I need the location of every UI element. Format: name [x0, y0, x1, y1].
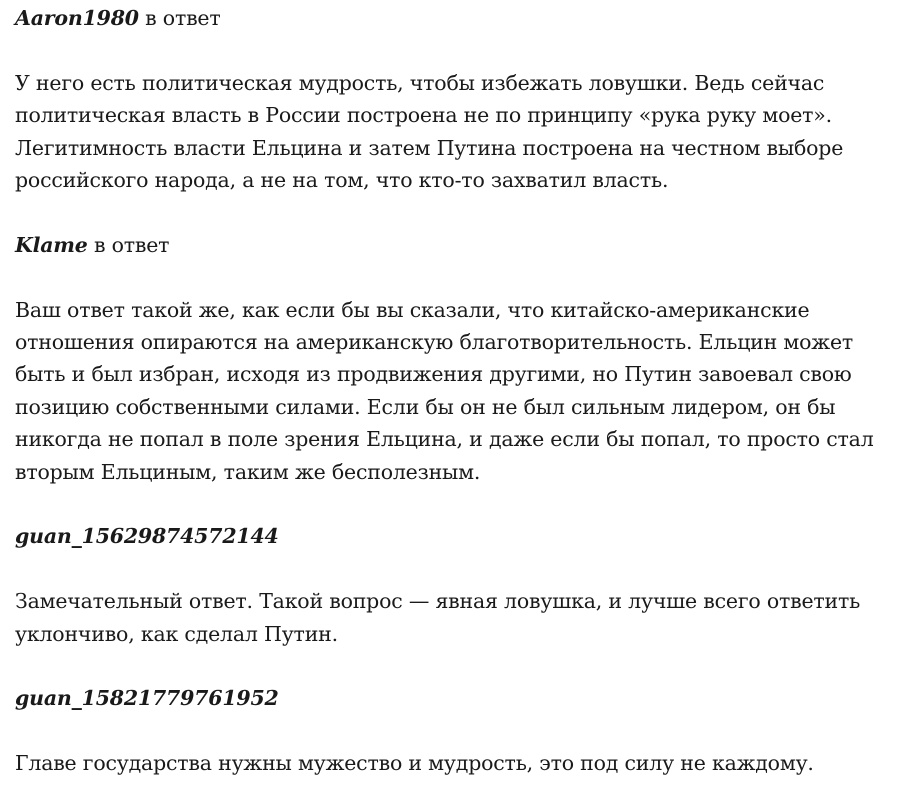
comment-header [15, 520, 905, 552]
reply-label: в ответ [87, 232, 170, 257]
comment-text: Замечательный ответ. Такой вопрос — явная ловушка, и лучше всего ответить уклончиво, как сделал Путин. [15, 589, 861, 646]
comment [15, 520, 905, 650]
comment-text: У него есть политическая мудрость, чтобы избежать ловушки. Ведь сейчас политическая власть в России построена не по принципу «рука руку моет». Легитимность власти Ельцина и затем Путина построена на честном выборе российского народа, а не на том, что кто-то захватил власть. [15, 70, 844, 192]
comment-author[interactable]: Klame [15, 232, 88, 257]
comment [15, 2, 905, 196]
comment-author[interactable]: Aaron1980 [15, 6, 139, 30]
comment-header [15, 682, 905, 714]
comment-text: Главе государства нужны мужество и мудрость, это под силу не каждому. [15, 751, 814, 776]
comment-author[interactable]: guan_15629874572144 [15, 524, 279, 549]
comment-header [15, 229, 905, 261]
comments-thread [15, 2, 905, 812]
comment [15, 682, 905, 779]
comment-text: Ваш ответ такой же, как если бы вы сказали, что китайско-американские отношения опираются на американскую благотворительность. Ельцин может быть и был избран, исходя из продвижения другими, но Путин завоевал свою позицию собственными силами. Если бы он не был сильным лидером, он бы никогда не попал в поле зрения Ельцина, и даже если бы попал, то просто стал вторым Ельциным, таким же бесполезным. [15, 297, 874, 484]
comment-header [15, 2, 905, 34]
comment-author[interactable]: guan_15821779761952 [15, 686, 279, 711]
comment [15, 229, 905, 488]
reply-label: в ответ [138, 6, 221, 30]
